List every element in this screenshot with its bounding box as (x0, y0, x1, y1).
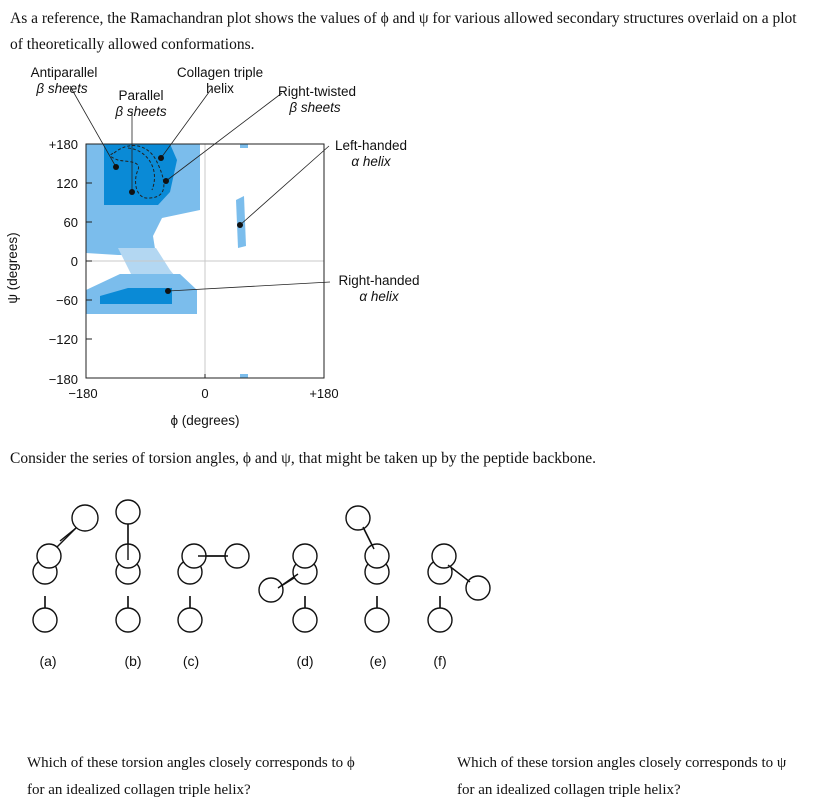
intro-text (10, 6, 827, 58)
x-axis-label: ϕ (degrees) (170, 413, 240, 428)
option-d-label[interactable]: (d) (296, 653, 314, 669)
y-tick-0: 0 (70, 254, 78, 269)
left-handed-region (236, 196, 246, 248)
x-tick-180: +180 (309, 386, 339, 401)
phi-question-line-1: Which of these torsion angles closely corresponds to ϕ (27, 755, 355, 771)
intro-line-1: As a reference, the Ramachandran plot shows the values of ϕ and ψ for various allowed secondary structures overlaid on a plot (10, 10, 797, 27)
series-intro-text: Consider the series of torsion angles, ϕ and ψ, that might be taken up by the peptide backbone. (10, 450, 597, 467)
y-axis-label: ψ (degrees) (5, 232, 20, 304)
left-handed-label-1: Left-handed (334, 138, 408, 153)
option-b-label[interactable]: (b) (124, 653, 142, 669)
y-tick-60: 60 (63, 215, 78, 230)
option-a-diagram[interactable] (33, 505, 98, 632)
option-c-diagram[interactable] (178, 544, 249, 632)
option-f-label[interactable]: (f) (433, 653, 447, 669)
x-tick-0: 0 (201, 386, 209, 401)
option-e-label[interactable]: (e) (369, 653, 387, 669)
y-tick-180: +180 (48, 137, 78, 152)
right-handed-label-1: Right-handed (338, 273, 420, 288)
collagen-label-2: helix (206, 81, 234, 96)
psi-question (457, 750, 786, 804)
option-f-diagram[interactable] (428, 544, 490, 632)
torsion-options (0, 490, 827, 680)
y-tick-neg120: −120 (48, 332, 78, 347)
right-twisted-label-2: β sheets (289, 100, 341, 115)
y-tick-neg180: −180 (48, 372, 78, 387)
right-handed-label-2: α helix (359, 289, 399, 304)
parallel-label-1: Parallel (118, 88, 164, 103)
phi-question-line-2: for an idealized collagen triple helix? (27, 782, 251, 798)
phi-question (27, 750, 355, 804)
top-edge-region (240, 144, 248, 148)
x-tick-neg180: −180 (68, 386, 98, 401)
left-handed-label-2: α helix (351, 154, 391, 169)
parallel-label-2: β sheets (115, 104, 167, 119)
option-c-label[interactable]: (c) (182, 653, 200, 669)
ramachandran-plot (0, 58, 827, 438)
antiparallel-label-1: Antiparallel (30, 65, 98, 80)
psi-question-line-1: Which of these torsion angles closely corresponds to ψ (457, 755, 787, 771)
collagen-label-1: Collagen triple (176, 65, 264, 80)
psi-question-line-2: for an idealized collagen triple helix? (457, 782, 681, 798)
option-a-label[interactable]: (a) (39, 653, 57, 669)
option-d-diagram[interactable] (259, 544, 317, 632)
bottom-edge-region (240, 374, 248, 378)
intro-line-2: of theoretically allowed conformations. (10, 36, 255, 53)
option-e-diagram[interactable] (346, 506, 389, 632)
option-b-diagram[interactable] (116, 500, 140, 632)
y-tick-120: 120 (56, 176, 78, 191)
y-tick-neg60: −60 (55, 293, 78, 308)
right-twisted-label-1: Right-twisted (277, 84, 357, 99)
antiparallel-label-2: β sheets (36, 81, 88, 96)
